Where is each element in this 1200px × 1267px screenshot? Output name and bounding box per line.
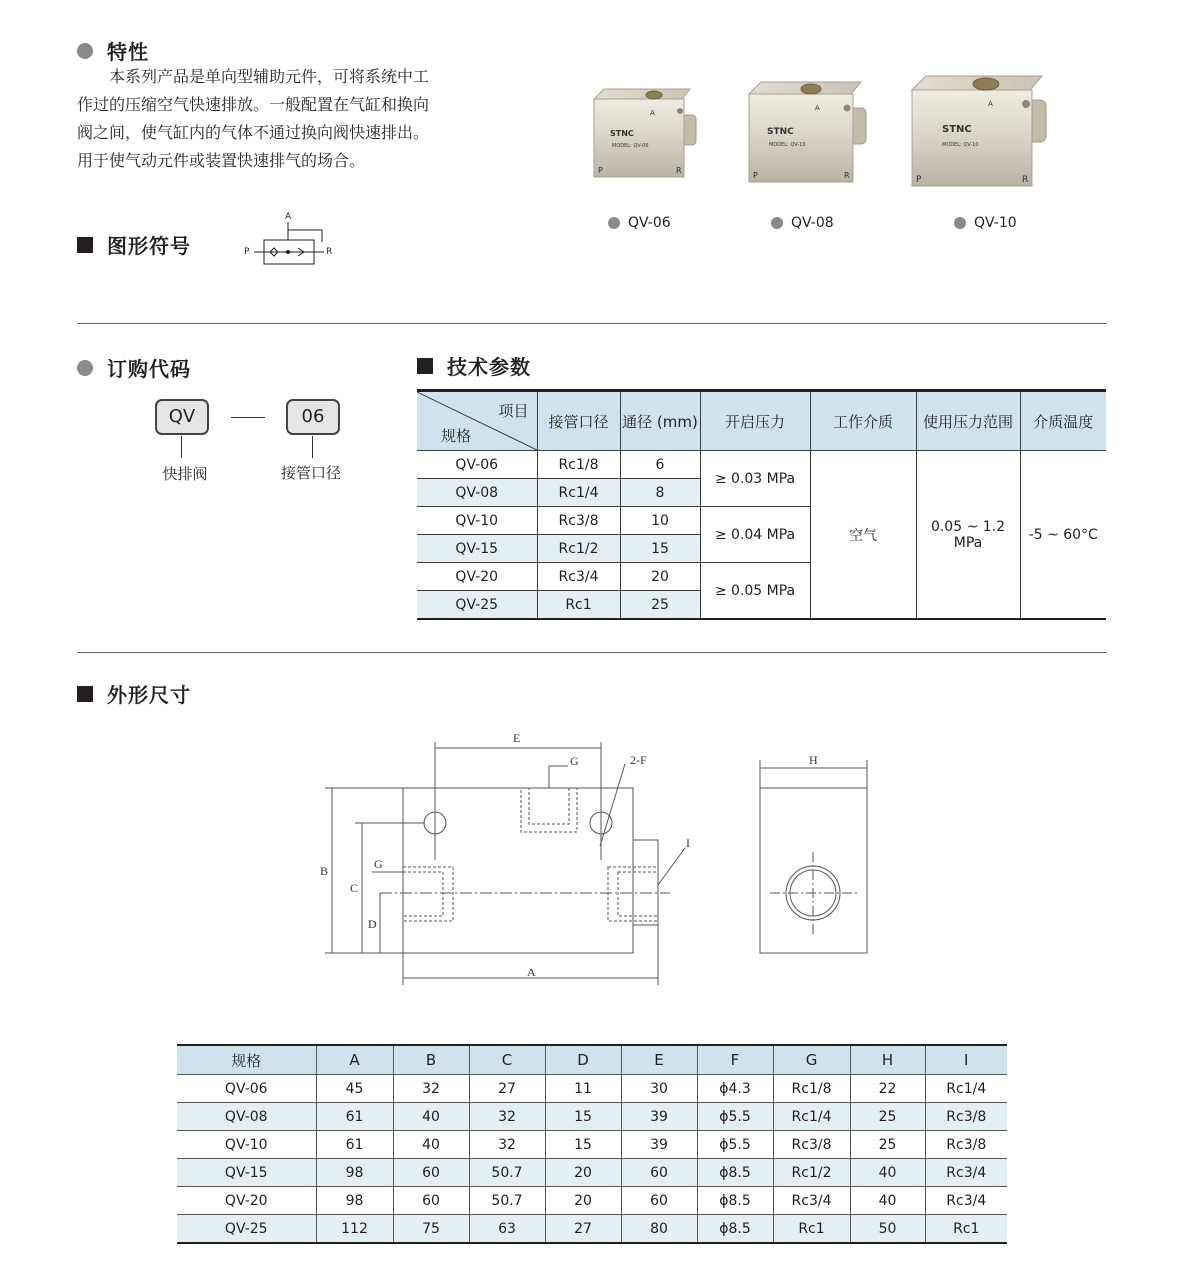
model-label: MODEL: QV-10 (942, 142, 979, 148)
spec-cell: QV-08 (417, 479, 537, 507)
dimension-cell: 15 (545, 1131, 621, 1159)
dimension-cell: 40 (393, 1131, 469, 1159)
bore-cell: 6 (620, 451, 700, 479)
section-divider (77, 323, 1107, 324)
column-header: 开启压力 (700, 391, 810, 451)
model-label: MODEL: QV-10 (769, 142, 806, 148)
column-header: F (697, 1045, 773, 1075)
dimension-cell: Rc3/8 (773, 1131, 850, 1159)
spec-cell: QV-25 (417, 591, 537, 620)
dimension-cell: Rc1 (925, 1215, 1007, 1244)
dimension-cell: 40 (850, 1187, 925, 1215)
order-code-connector (312, 436, 313, 458)
features-line: 本系列产品是单向型辅助元件，可将系统中工 (109, 67, 430, 86)
dimension-cell: Rc3/4 (925, 1187, 1007, 1215)
dimension-cell: 20 (545, 1187, 621, 1215)
dimension-cell: 98 (316, 1159, 393, 1187)
open-pressure-cell: ≥ 0.03 MPa (700, 451, 810, 507)
dimension-cell: 60 (393, 1159, 469, 1187)
dimension-cell: ϕ8.5 (697, 1215, 773, 1244)
dimensions-heading: 外形尺寸 (77, 679, 191, 708)
port-label-r: R (676, 166, 682, 175)
product-caption-qv08: QV-08 (771, 215, 834, 231)
bullet-square-icon (417, 358, 433, 374)
table-row (177, 1075, 1007, 1103)
spec-cell: QV-15 (177, 1159, 316, 1187)
header-item-label: 项目 (498, 402, 529, 420)
drawing-label-e: E (513, 731, 521, 745)
symbol-port-r: R (326, 247, 333, 257)
features-line: 阀之间，使气缸内的气体不通过换向阀快速排出。 (77, 123, 430, 142)
table-corner-cell (417, 391, 537, 451)
port-label-p: P (916, 175, 922, 185)
pressure-range-value: 0.05 ~ 1.2 (930, 518, 1006, 535)
valve-symbol-icon (240, 208, 340, 268)
header-spec-label: 规格 (441, 427, 472, 445)
dimension-cell: ϕ5.5 (697, 1131, 773, 1159)
column-header: 接管口径 (537, 391, 620, 451)
features-line: 用于使气动元件或装置快速排气的场合。 (77, 151, 366, 170)
temperature-cell: -5 ~ 60°C (1020, 451, 1106, 620)
column-header: C (469, 1045, 545, 1075)
tech-params-heading: 技术参数 (417, 351, 531, 380)
order-code-connector (181, 436, 182, 458)
dimension-cell: 50 (850, 1215, 925, 1244)
table-row (177, 1103, 1007, 1131)
table-row (177, 1187, 1007, 1215)
dimension-cell: ϕ4.3 (697, 1075, 773, 1103)
dimension-cell: Rc3/4 (773, 1187, 850, 1215)
product-image-qv06 (590, 85, 700, 185)
dimension-cell: 61 (316, 1103, 393, 1131)
product-caption-qv10: QV-10 (954, 215, 1017, 231)
dimension-cell: 40 (393, 1103, 469, 1131)
drawing-label-c: C (350, 881, 359, 895)
order-code-label-size: 接管口径 (280, 464, 341, 482)
order-code-series-box: QV (155, 399, 209, 435)
spec-cell: QV-20 (177, 1187, 316, 1215)
dimension-cell: ϕ8.5 (697, 1187, 773, 1215)
dimension-cell: 32 (469, 1103, 545, 1131)
table-row (177, 1131, 1007, 1159)
spec-cell: QV-25 (177, 1215, 316, 1244)
column-header: 规格 (177, 1045, 316, 1075)
spec-cell: QV-20 (417, 563, 537, 591)
dimension-cell: 75 (393, 1215, 469, 1244)
column-header: A (316, 1045, 393, 1075)
dimension-cell: 32 (393, 1075, 469, 1103)
port-label-r: R (844, 171, 850, 180)
dimension-cell: 112 (316, 1215, 393, 1244)
spec-cell: QV-10 (177, 1131, 316, 1159)
dimension-cell: Rc1/4 (925, 1075, 1007, 1103)
column-header: I (925, 1045, 1007, 1075)
open-pressure-cell: ≥ 0.05 MPa (700, 563, 810, 620)
order-code-heading: 订购代码 (77, 353, 191, 382)
dimension-cell: 80 (621, 1215, 697, 1244)
product-image-qv08 (745, 78, 870, 186)
column-header: H (850, 1045, 925, 1075)
table-row (177, 1215, 1007, 1244)
dimension-cell: ϕ8.5 (697, 1159, 773, 1187)
dimension-cell: 20 (545, 1159, 621, 1187)
port-cell: Rc3/4 (537, 563, 620, 591)
drawing-label-g: G (570, 754, 579, 768)
bullet-dot-icon (77, 360, 93, 376)
dimension-cell: ϕ5.5 (697, 1103, 773, 1131)
features-description (77, 63, 497, 175)
drawing-label-g: G (374, 857, 383, 871)
drawing-label-a: A (527, 965, 536, 979)
port-label-p: P (598, 166, 603, 175)
dimension-cell: 50.7 (469, 1159, 545, 1187)
column-header: B (393, 1045, 469, 1075)
symbol-port-p: P (244, 247, 250, 257)
column-header: 使用压力范围 (916, 391, 1020, 451)
dimension-drawing (300, 720, 900, 990)
bullet-square-icon (77, 686, 93, 702)
dimension-cell: Rc3/8 (925, 1103, 1007, 1131)
pressure-range-cell (916, 451, 1020, 620)
section-divider (77, 652, 1107, 653)
dimension-cell: 30 (621, 1075, 697, 1103)
dimension-cell: 15 (545, 1103, 621, 1131)
tech-params-table (417, 389, 1106, 620)
bullet-square-icon (77, 237, 93, 253)
symbol-heading: 图形符号 (77, 230, 191, 259)
port-cell: Rc1/2 (537, 535, 620, 563)
dimension-cell: 27 (469, 1075, 545, 1103)
order-code-size-box: 06 (286, 399, 340, 435)
port-label-a: A (650, 109, 655, 117)
dimension-cell: Rc1 (773, 1215, 850, 1244)
dimension-cell: 50.7 (469, 1187, 545, 1215)
column-header: 工作介质 (810, 391, 916, 451)
product-caption-qv06: QV-06 (608, 215, 671, 231)
dimension-cell: 39 (621, 1131, 697, 1159)
table-row (177, 1159, 1007, 1187)
port-cell: Rc3/8 (537, 507, 620, 535)
port-cell: Rc1/4 (537, 479, 620, 507)
column-header: G (773, 1045, 850, 1075)
dimension-cell: 61 (316, 1131, 393, 1159)
dimension-cell: 27 (545, 1215, 621, 1244)
dimension-cell: Rc1/8 (773, 1075, 850, 1103)
bore-cell: 25 (620, 591, 700, 620)
drawing-label-b: B (320, 864, 329, 878)
dimension-cell: 60 (393, 1187, 469, 1215)
column-header: 介质温度 (1020, 391, 1106, 451)
spec-cell: QV-10 (417, 507, 537, 535)
symbol-port-a: A (285, 212, 292, 222)
dimension-cell: 63 (469, 1215, 545, 1244)
dimension-cell: 32 (469, 1131, 545, 1159)
medium-cell: 空气 (810, 451, 916, 620)
drawing-label-h: H (809, 753, 818, 767)
features-line: 作过的压缩空气快速排放。一般配置在气缸和换向 (77, 95, 430, 114)
port-cell: Rc1 (537, 591, 620, 620)
features-heading: 特性 (77, 36, 149, 65)
spec-cell: QV-06 (417, 451, 537, 479)
bore-cell: 10 (620, 507, 700, 535)
dimension-cell: Rc3/4 (925, 1159, 1007, 1187)
bore-cell: 15 (620, 535, 700, 563)
column-header: 通径 (mm) (620, 391, 700, 451)
dimension-cell: 60 (621, 1187, 697, 1215)
spec-cell: QV-15 (417, 535, 537, 563)
drawing-label-f: 2-F (630, 753, 647, 767)
dimension-cell: 22 (850, 1075, 925, 1103)
spec-cell: QV-06 (177, 1075, 316, 1103)
dimension-cell: 39 (621, 1103, 697, 1131)
dimension-cell: 60 (621, 1159, 697, 1187)
dimension-cell: 45 (316, 1075, 393, 1103)
table-row (417, 451, 1106, 479)
bore-cell: 20 (620, 563, 700, 591)
port-label-p: P (753, 171, 758, 180)
column-header: E (621, 1045, 697, 1075)
port-cell: Rc1/8 (537, 451, 620, 479)
drawing-label-d: D (368, 917, 377, 931)
model-label: MODEL: QV-06 (612, 143, 649, 149)
spec-cell: QV-08 (177, 1103, 316, 1131)
column-header: D (545, 1045, 621, 1075)
dimension-cell: 11 (545, 1075, 621, 1103)
product-image-qv10 (908, 72, 1050, 190)
order-code-label-series: 快排阀 (162, 465, 208, 483)
dimension-cell: Rc1/4 (773, 1103, 850, 1131)
bore-cell: 8 (620, 479, 700, 507)
bullet-dot-icon (77, 43, 93, 59)
dimension-cell: Rc3/8 (925, 1131, 1007, 1159)
brand-logo: STNC (610, 129, 634, 138)
dimension-cell: Rc1/2 (773, 1159, 850, 1187)
open-pressure-cell: ≥ 0.04 MPa (700, 507, 810, 563)
port-label-a: A (815, 104, 820, 112)
drawing-label-i: I (686, 836, 690, 850)
dimension-cell: 40 (850, 1159, 925, 1187)
port-label-r: R (1022, 175, 1029, 185)
dimension-cell: 98 (316, 1187, 393, 1215)
port-label-a: A (988, 100, 993, 108)
order-code-dash (231, 417, 265, 418)
dimension-cell: 25 (850, 1131, 925, 1159)
brand-logo: STNC (767, 127, 794, 137)
dimension-cell: 25 (850, 1103, 925, 1131)
dimensions-table (177, 1044, 1007, 1244)
brand-logo: STNC (942, 124, 972, 135)
pressure-range-unit: MPa (953, 534, 983, 551)
